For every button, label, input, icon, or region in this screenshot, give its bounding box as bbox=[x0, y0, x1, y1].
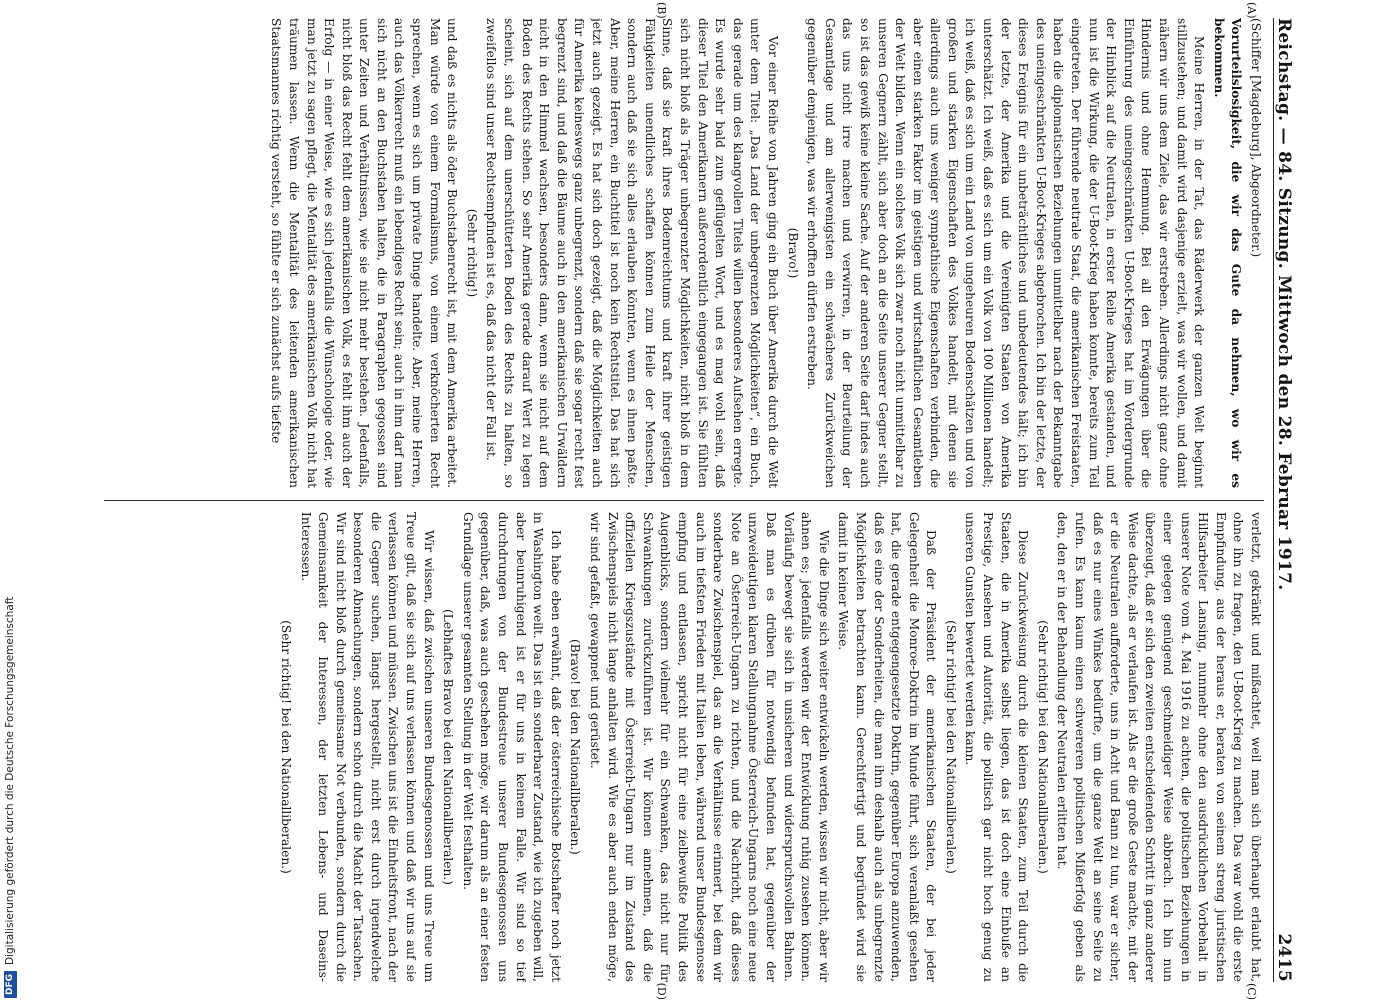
digitization-credit-sidebar bbox=[0, 0, 22, 1000]
paragraph: Meine Herren, in der Tat, das Räderwerk der ganzen Welt beginnt stillzustehen; und damit wird dasjenige erzielt, was wir wollen, und damit nähern wir uns dem Ziele, das wir erstreben. Allerdings nicht ganz ohne Hindernis und ohne Hemmung. Bei all den Erwägungen über die Einführung des uneingeschränkten U-Boot-Krieges hat im Vordergrunde der Hinblick auf die Neutralen, in erster Reihe Amerika gestanden, und nun ist die Wirkung, die der U-Boot-Krieg haben konnte, bereits zum Teil eingetreten. Der führende neutrale Staat, die amerikanischen Freistaaten, haben die diplomatischen Beziehungen unmittelbar nach der Bekanntgabe des uneingeschränkten U-Boot-Krieges abgebrochen. Ich bin der letzte, der dieses Ereignis für ein unbeträchtliches und unbedeutendes hält; ich bin der letzte, der Amerika und die Vereinigten Staaten von Amerika unterschätzt. Ich weiß, daß es sich um ein Volk von 100 Millionen handelt; ich weiß, daß es sich um ein Land von ungeheuren Bodenschätzen und von großen und starken Eigenschaften des Volkes handelt, mit denen sie allerdings auch uns weniger sympathische Eigenschaften verbinden, die aber einen starken Faktor im geistigen und wirtschaftlichen Gesamtleben der Welt bilden. Wenn ein solches Volk sich zwar noch nicht unmittelbar zu unseren Gegnern zählt, sich aber doch an die Seite unserer Gegner stellt, so ist das gewiß keine kleine Sache. Auf der anderen Seite darf indes auch das uns nicht irre machen und verwirren, in der Beurteilung der Gesamtlage und am allerwenigsten ein schwächeres Zurückweichen gegenüber demjenigen, was wir erhofften dürfen erstreben. bbox=[805, 18, 1207, 488]
page-number: 2415 bbox=[1274, 933, 1294, 982]
paragraph: und daß es nichts als öder Buchstabenrecht ist, mit dem Amerika arbeitet. Man würde von einem Formalismus, von einem verknöcherten Recht sprechen, wenn es sich um private Dinge handelte. Aber, meine Herren, auch das Völkerrecht muß ein lebendiges Recht sein; auch in ihm darf man sich nicht an den Buchstaben halten, die in Paragraphen gegossen sind unter Zeiten und Verhältnissen, wie sie nicht mehr bestehen. Jedenfalls, nicht bloß das Recht fehlt dem amerikanischen Volk, es fehlt ihm auch der Erfolg — in einer Weise, wie es sich jedenfalls die Wünschologie oder, wie man jetzt zu sagen pflegt, die Mentalität des amerikanischen Volk nicht hat träumen lassen. Wenn die Mentalität des leitenden amerikanischen Staatsmannes richtig versteht, so fühlte er sich zunächst aufs tiefste bbox=[269, 18, 460, 488]
interjection: (Bravo!) bbox=[785, 227, 800, 279]
speaker-line: (Schiffer [Magdeburg], Abgeordneter.) bbox=[1249, 18, 1263, 258]
dfg-logo: DFG bbox=[4, 971, 17, 998]
margin-mark-a: (A) bbox=[1245, 2, 1258, 19]
digitization-credit-text: Digitalisierung gefördert durch die Deutsche Forschungsgemeinschaft bbox=[4, 596, 16, 965]
interjection: (Sehr richtig! bei den Nationalliberalen.) bbox=[1035, 620, 1050, 874]
paragraph: Daß der Präsident der amerikanischen Staaten, der bei jeder Gelegenheit die Monroe-Doktrin im Munde führt, sich veranlaßt gesehen hat, die gerade entgegengesetzte Doktrin, gegenüber Europa anzuwenden, daß es eine der Sonderheiten, die man ihm deshalb auch als unbegrenzte Möglichkeiten betrachten kann. Gerechtfertigt und begründet wird sie damit in keiner Weise. bbox=[836, 512, 939, 982]
paragraph: Vor einer Reihe von Jahren ging ein Buch über Amerika durch die Welt unter dem Titel: „Das Land der unbegrenzten Möglichkeiten“, ein Buch, das gerade um des klangvollen Titels willen besonderes Aufsehen erregte. Es wurde sehr bald zum geflügelten Wort, und es mag wohl sein, daß dieser Titel den Amerikanern außerordentlich eingegangen ist. Sie fühlten sich nicht bloß als Träger unbegrenzter Möglichkeiten, nicht bloß in dem Sinne, daß sie kraft ihres Bodenreichtums und kraft ihrer geistigen Fähigkeiten unendliches schaffen können zum Heile der Menschen, sondern auch daß sie sich alles erlauben könnten, wenn es ihnen paßte. Aber, meine Herren, ein Buchtitel ist noch kein Rechtstitel. Das hat sich jetzt auch gezeigt. Es hat sich doch gezeigt, daß die Möglichkeiten auch für Amerika keineswegs ganz unbegrenzt, sondern daß sie sogar recht fest begrenzt sind, und daß die Bäume auch in den amerikanischen Urwäldern nicht in den Himmel wachsen, besonders dann, wenn sie nicht auf dem Boden des Rechts stehen. So sehr Amerika gerade darauf Wert zu legen scheint, sich auf dem unerschütterten Boden des Rechts zu halten, so zweifellos sind unser Rechtsempfinden ist es, daß das nicht der Fall ist. bbox=[484, 18, 780, 488]
column-divider bbox=[104, 500, 1264, 501]
interjection: (Bravo! bei den Nationalliberalen.) bbox=[568, 639, 583, 855]
margin-mark-d: (D) bbox=[655, 982, 668, 1000]
interjection: (Sehr richtig! bei den Nationalliberalen.) bbox=[278, 620, 293, 874]
page-header bbox=[1273, 18, 1300, 982]
interjection: (Sehr richtig! bei den Nationalliberalen.) bbox=[943, 620, 958, 874]
paragraph: Vorurteilslosigkeit, die wir das Gute da nehmen, wo wir es bekommen. bbox=[1211, 18, 1244, 488]
interjection: (Lebhaftes Bravo bei den Nationalliberalen.) bbox=[441, 609, 456, 885]
margin-mark-c: (C) bbox=[1245, 983, 1258, 1000]
margin-mark-b: (B) bbox=[655, 2, 668, 19]
page-header-title: Reichstag. — 84. Sitzung. Mittwoch den 28. Februar 1917. bbox=[1274, 18, 1294, 591]
paragraph: Ich habe eben erwähnt, daß der österreichische Botschafter noch jetzt in Washington weilt. Das ist ein sonderbarer Zustand, wie ich zugeben will, aber beunruhigend ist er für uns in keinem Falle. Wir sind so tief durchdrungen von der Bundestreue unserer Bundesgenossen uns gegenüber, daß, was auch geschehen möge, wir darum als an einer festen Grundlage unserer gesamten Stellung in der Welt festhalten. bbox=[460, 512, 563, 982]
interjection: (Sehr richtig!) bbox=[464, 208, 479, 298]
paragraph: verletzt, gekränkt und mißachtet, weil man sich überhaupt erlaubt hat, ohne ihn zu fragen, den U-Boot-Krieg zu machen. Das war wohl die erste Empfindung, aus der heraus er, beraten von seinem streng juristischen Hilfsarbeiter Lansing, nunmehr ohne den ausdrücklichen Vorbehalt in unserer Note vom 4. Mai 1916 zu achten, die politischen Beziehungen in einer gelegen genügend geschmeidiger Weise abbrach. Ich bin nun überzeugt, daß er sich den zweiten entscheidenden Schritt in ganz anderer Weise dachte, als er verlaufen ist. Als er die große Geste machte, mit der er die Neutralen aufforderte, uns in Acht und Bann zu tun, war er sicher, daß es nur eines Winkes bedürfte, um die ganze Welt an seine Seite zu rufen. Es kann kaum einen schwereren politischen Mißerfolg geben als den, den er in der Behandlung der Neutralen erlitten hat. bbox=[1055, 512, 1263, 982]
right-column bbox=[98, 512, 1264, 982]
paragraph: Wir wissen, daß zwischen unseren Bundesgenossen und uns Treue um Treue gilt, daß sie sich auf uns verlassen können und daß wir uns auf sie verlassen können und müssen. Zwischen uns ist die Einheitsfront, nach der die Gegner suchen, längst hergestellt, nicht erst durch irgendwelche besonderen Abmachungen, sondern schon durch die Macht der Tatsachen. Wir sind nicht bloß durch gemeinsame Not verbunden, sondern durch die Gemeinsamkeit der Interessen, der letzten Lebens- und Daseins-Interessen. bbox=[298, 512, 436, 982]
paragraph: Diese Zurückweisung durch die kleinen Staaten, zum Teil durch die Staaten, die in Amerika selbst liegen, das ist doch eine Einbuße an Prestige, Ansehen und Autorität, die politisch gar nicht hoch genug zu unseren Gunsten bewertet werden kann. bbox=[963, 512, 1031, 982]
paragraph: Wie die Dinge sich weiter entwickeln werden, wissen wir nicht, aber wir ahnen es; jedenfalls werden wir der Entwicklung ruhig zusehen können. Vorläufig bewegt sie sich in unsicheren und widerspruchsvollen Bahnen. Daß man es drüben für notwendig befunden hat, gegenüber der unzweideutigen klaren Stellungnahme Österreich-Ungarns noch eine neue Note an Österreich-Ungarn zu richten, und die Nachricht, daß dieses sonderbare Zwischenspiel, das an die Verhältnisse erinnert, bei dem wir auch im tiefsten Frieden mit Italien leben, während unser Bundesgenosse empfing und entlassen, spricht nicht für eine zielbewußte Politik des Augenblicks, sondern vielmehr für ein Schwanken, das nicht nur für Schwankungen zurückzuführen ist. Wir können annehmen, daß die offiziellen Kriegszustände mit Österreich-Ungarn nur im Zustand des Zwischenspiels nicht lange anhalten wird. Wie es aber auch enden möge, wir sind gefaßt, gewappnet und gerüstet. bbox=[588, 512, 831, 982]
left-column bbox=[98, 18, 1264, 488]
scanned-page bbox=[84, 0, 1308, 1000]
